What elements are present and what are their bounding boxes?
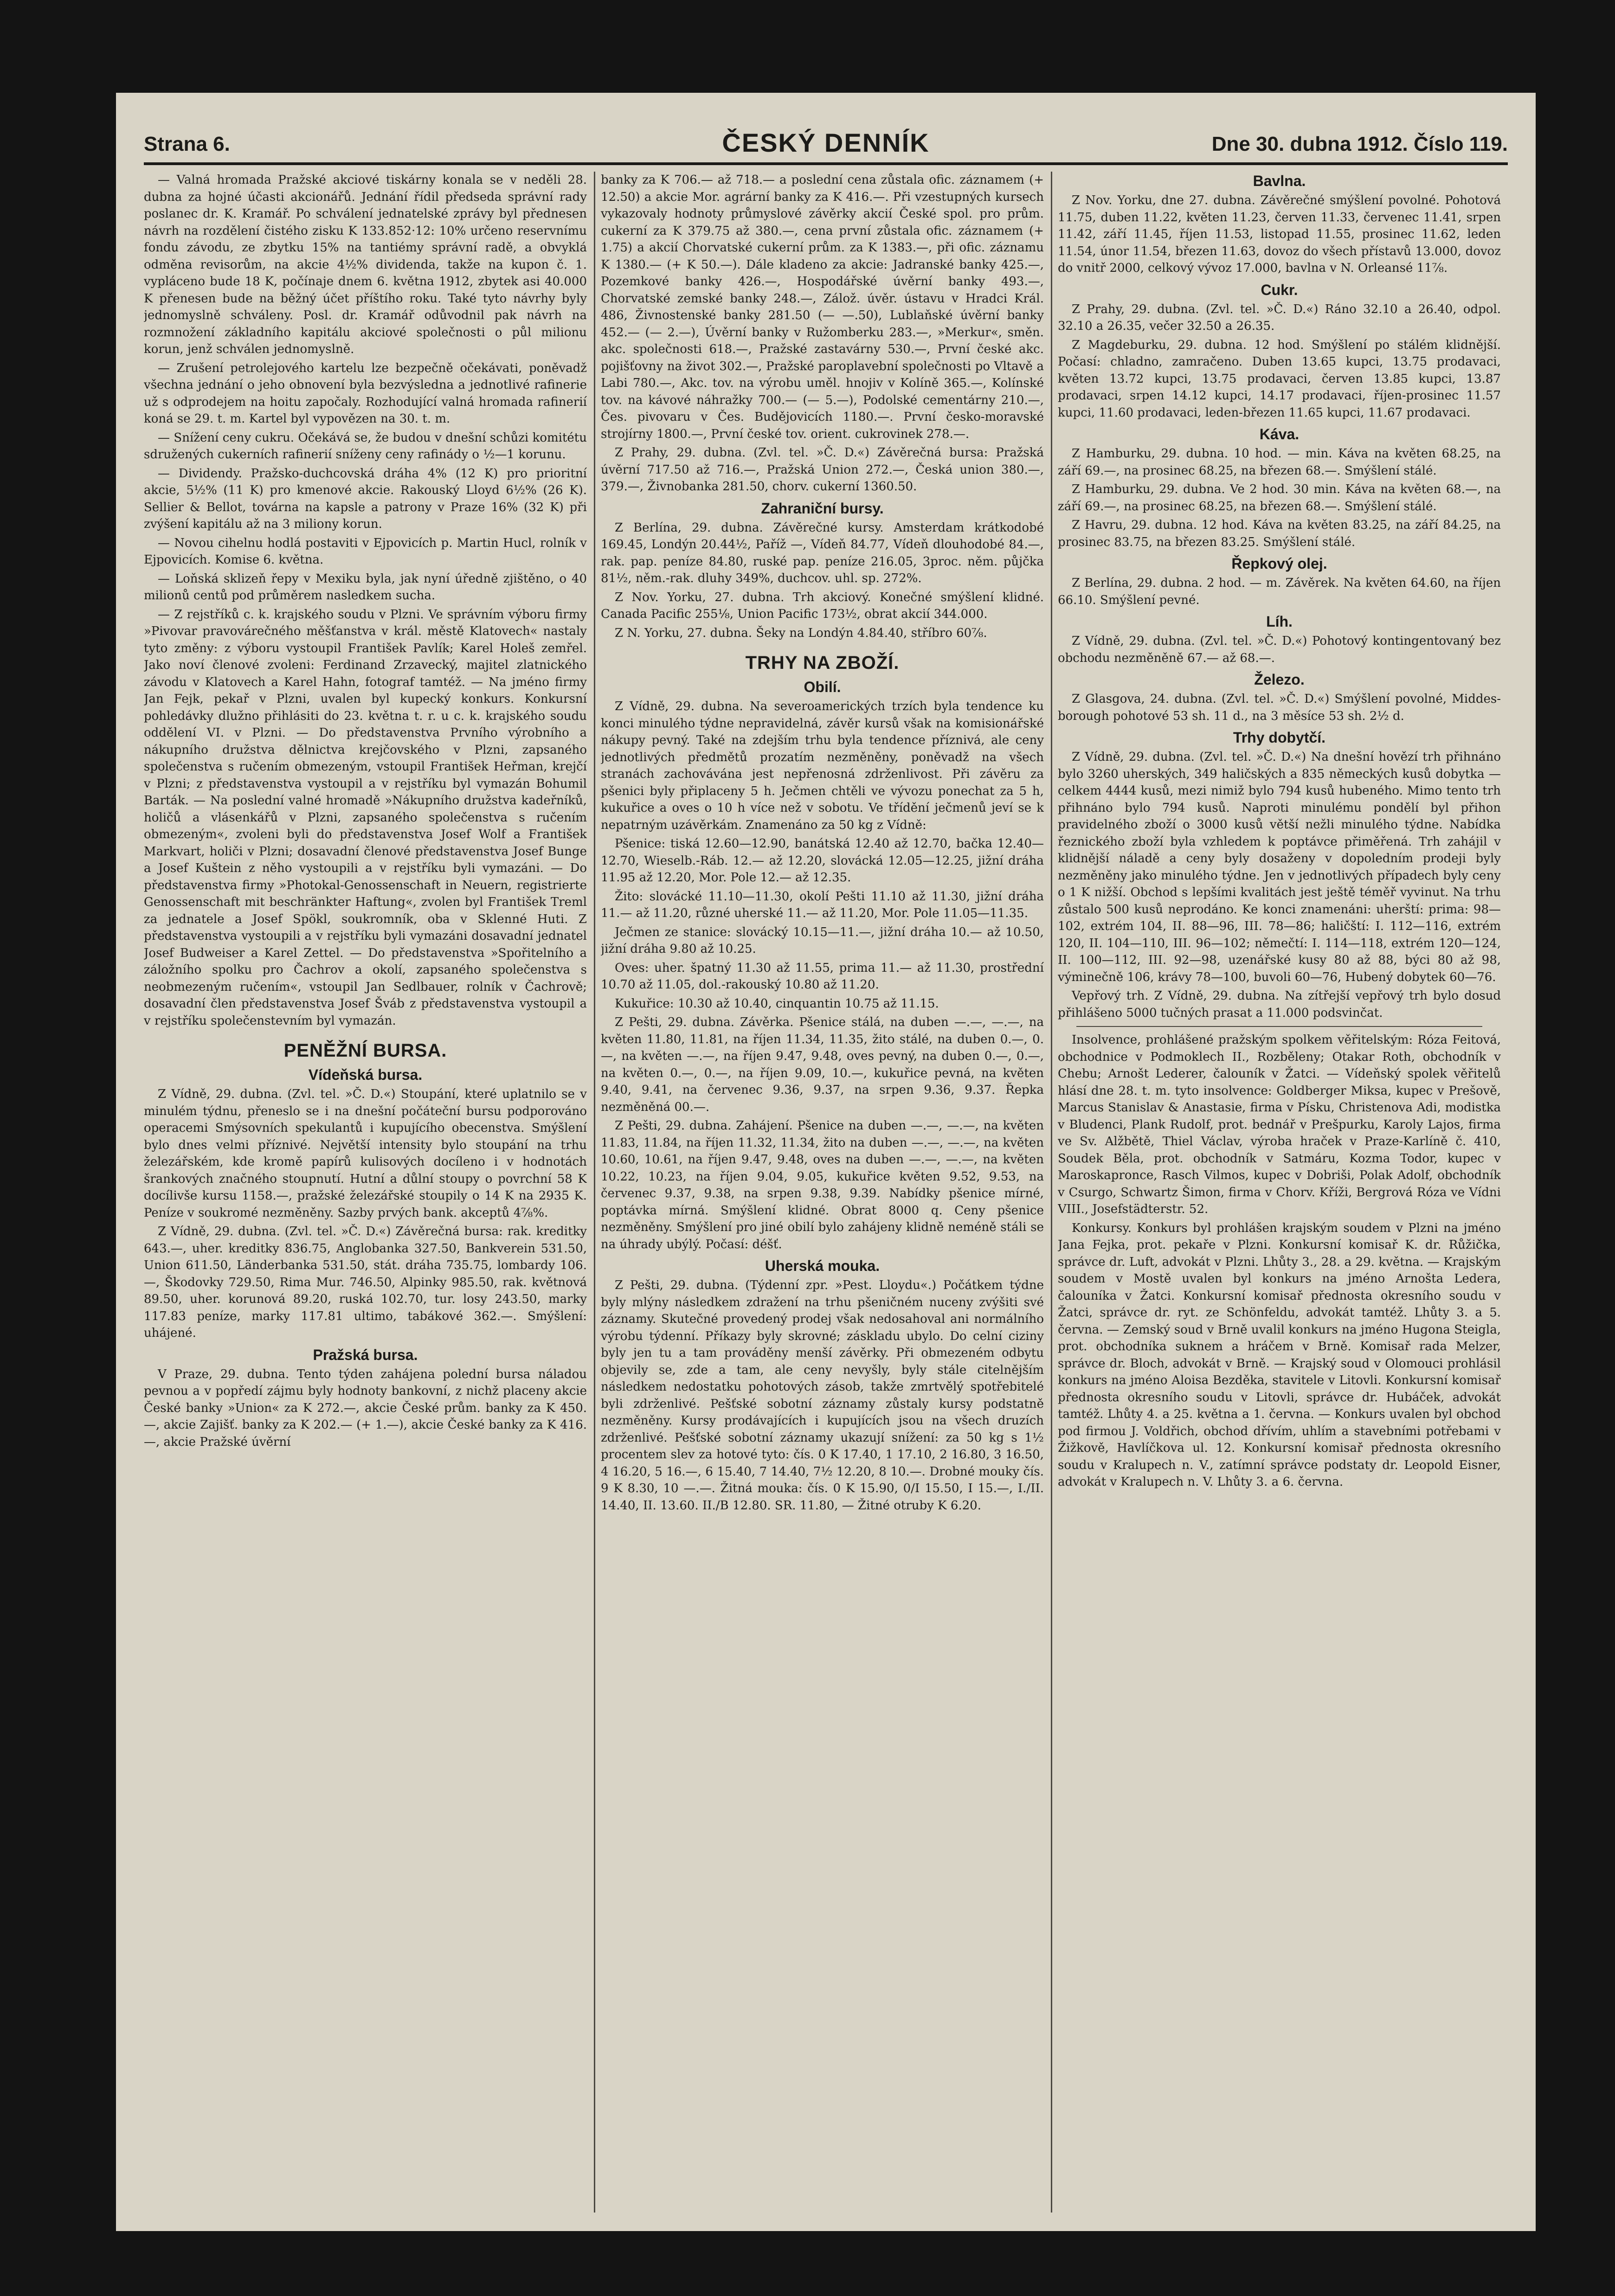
subsection-heading: Uherská mouka. (765, 1257, 880, 1274)
article-paragraph: Konkursy. Konkurs byl prohlášen krajským soudem v Plzni na jméno Jana Fejka, prot. pekaře v Plzni. Konkursní komisař K. dr. Růžička, správce dr. Luft, advokát v Plzni. Lhůty 3., 28. a 29. května. — Krajským soudem v Mostě uvalen byl konkurs na jméno Arnošta Ledera, čalouníka v Žatci. Konkursní komisař přednosta okresního soudu v Žatci, správce dr. ryt. ze Schönfeldu, advokát tamtéž. Lhůty 3. a 5. června. — Zemský soud v Brně uvalil konkurs na jméno Hugona Steigla, prot. obchodníka suknem a hráčem v Brně. Komisař rada Melzer, správce dr. Bloch, advokát v Brně. — Krajský soud v Olomouci prohlásil konkurs na jméno Aloisa Bezděka, stavitele v Litovli. Konkursní komisař přednosta okresního soudu v Litovli, správce dr. Hubáček, advokát tamtéž. Lhůty 4. a 25. května a 1. června. — Konkurs uvalen byl obchod pod firmou J. Voldřich, obchod dřívím, uhlím a stavebními potřebami v Žižkově, Havlíčkova ul. 12. Konkursní komisař přednosta okresního soudu v Kralupech n. V., zatímní správce podstaty dr. Leopold Eisner, advokát v Kralupech n. V. Lhůty 3. a 6. června. (1058, 1221, 1501, 1489)
article-paragraph: Z Hamburku, 29. dubna. Ve 2 hod. 30 min. Káva na květen 68.—, na září 69.—, na prosinec 68.25, na březen 68.—. Smýšlení stálé. (1058, 482, 1501, 513)
page-number: Strana 6. (144, 133, 230, 155)
subsection-heading: Cukr. (1261, 281, 1298, 298)
section-heading: PENĚŽNÍ BURSA. (283, 1040, 447, 1061)
article-paragraph: — Snížení ceny cukru. Očekává se, že budou v dnešní schůzi komitétu sdružených cukerních rafinerií sníženy ceny rafinády o ½—1 korunu. (144, 430, 587, 462)
column-1 (144, 172, 587, 2213)
article-paragraph: Z Vídně, 29. dubna. (Zvl. tel. »Č. D.«) Závěrečná bursa: rak. kreditky 643.—, uher. kreditky 836.75, Anglobanka 327.50, Bankverein 531.50, Union 611.50, Länderbanka 531.50, stát. dráha 735.75, lombardy 106.—, Škodovky 729.50, Rima Mur. 746.50, Alpinky 985.50, rak. květnová 89.50, uher. korunová 89.20, ruská 102.70, tur. losy 243.50, marky 117.83 peníze, marky 117.81 ultimo, tabákové 362.—. Smýšlení: uhájené. (144, 1225, 587, 1340)
article-paragraph: — Loňská sklizeň řepy v Mexiku byla, jak nyní úředně zjištěno, o 40 milionů centů pod průměrem nasledkem sucha. (144, 571, 587, 603)
subsection-heading: Železo. (1254, 671, 1305, 688)
article-paragraph: Z Hamburku, 29. dubna. 10 hod. — min. Káva na květen 68.25, na září 69.—, na prosinec 68.25, na březen 68.—. Smýšlení stálé. (1058, 447, 1501, 478)
column-divider (1051, 172, 1052, 2213)
issue-date-number: Dne 30. dubna 1912. Číslo 119. (1211, 133, 1508, 155)
newspaper-page (116, 93, 1536, 2231)
subsection-heading: Zahraniční bursy. (761, 500, 884, 517)
article-paragraph: — Valná hromada Pražské akciové tiskárny konala se v neděli 28. dubna za hojné účasti akcionářů. Jednání řídil předseda správní rady poslanec dr. K. Kramář. Po schválení jednatelské zprávy byl přednesen návrh na rozdělení čistého zisku K 133.852·12: 10% určeno reservnímu fondu závodu, ze zbytku 15% na tantiémy správní radě, a obvyklá odměna revisorům, na akcie 4½% dividenda, takže na kupon č. 1. vypláceno bude 18 K, počínaje dnem 6. května 1912, zbytek asi 40.000 K přenesen bude na běžný účet příštího roku. Také tyto návrhy byly jednomyslně schváleny. Posl. dr. Kramář odůvodnil pak návrh na rozmnožení základního kapitálu akciové společnosti o půl milionu korun, jenž schválen jednomyslně. (144, 173, 587, 356)
article-paragraph: Z Prahy, 29. dubna. (Zvl. tel. »Č. D.«) Závěrečná bursa: Pražská úvěrní 717.50 až 716.—, Pražská Union 272.—, Česká union 380.—, 379.—, Živnobanka 281.50, chorv. cukerní 1360.50. (601, 446, 1044, 494)
article-paragraph: — Zrušení petrolejového kartelu lze bezpečně očekávati, poněvadž všechna jednání o jeho obnovení byla bezvýsledna a jednotlivé rafinerie už s odprodejem na hoitu započaly. Rozhodující valná hromada rafinerií koná se 29. t. m. Kartel byl vypovězen na 30. t. m. (144, 361, 587, 426)
article-paragraph: Z Vídně, 29. dubna. (Zvl. tel. »Č. D.«) Stoupání, které uplatnilo se v minulém týdnu, přeneslo se i na dnešní počáteční bursu podporováno operacemi Smýsovních spekulantů i kupujícího obecenstva. Smýšlení bylo dnes velmi příznivé. Největší intensity bylo stoupání na trhu železářském, kde kromě papírů kulisových docíleno i v hodnotách šrankových značného stoupnutí. Hutní a důlní stoupy o povrchní 58 K docílivše kursu 1158.—, pražské železářské stoupily o 14 K na 2935 K. Peníze v soukromé nezměněny. Sazby prvých bank. akceptů 4⅞%. (144, 1087, 587, 1220)
article-paragraph: Z Magdeburku, 29. dubna. 12 hod. Smýšlení po stálém klidnější. Počasí: chladno, zamračeno. Duben 13.65 kupci, 13.75 prodavaci, květen 13.72 kupci, 13.75 prodavaci, červen 13.85 kupci, 13.87 prodavaci, srpen 14.12 kupci, 14.17 prodavaci, říjen-prosinec 11.57 kupci, 11.60 prodavaci, leden-březen 11.65 kupci, 11.67 prodavaci. (1058, 338, 1501, 420)
column-2 (601, 172, 1044, 2213)
subsection-heading: Pražská bursa. (313, 1346, 418, 1363)
article-paragraph: Z Havru, 29. dubna. 12 hod. Káva na květen 83.25, na září 84.25, na prosinec 83.75, na březen 83.25. Smýšlení stálé. (1058, 518, 1501, 549)
subsection-heading: Bavlna. (1253, 173, 1306, 189)
article-columns (144, 172, 1508, 2213)
column-divider (594, 172, 595, 2213)
article-paragraph: — Novou cihelnu hodlá postaviti v Ejpovicích p. Martin Hucl, rolník v Ejpovicích. Komise 6. května. (144, 536, 587, 567)
subsection-heading: Trhy dobytčí. (1233, 729, 1326, 746)
article-paragraph: Vepřový trh. Z Vídně, 29. dubna. Na zítřejší vepřový trh bylo dosud přihlášeno 5000 tučných prasat a 11.000 podsvinčat. (1058, 989, 1501, 1020)
article-paragraph: Z Vídně, 29. dubna. (Zvl. tel. »Č. D.«) Pohotový kontingentovaný bez obchodu nezměněně 67.— až 68.—. (1058, 634, 1501, 665)
article-paragraph: Z Vídně, 29. dubna. (Zvl. tel. »Č. D.«) Na dnešní hovězí trh přihnáno bylo 3260 uherských, 349 haličských a 835 německých kusů dobytka — celkem 4444 kusů, mezi nimiž bylo 794 kusů hubeného. Mimo tento trh přihnáno bylo 794 kusů. Naproti minulému pondělí byl přihon pravidelného zboží o 3000 kusů větší nežli minulého týdne. Nabídka řeznického zboží byla vzhledem k poptávce přiměřená. Trh zahájil v klidnější náladě a ceny byly dosaženy v dopoledním prodeji byly nezměněny jako minulého týdne. Jen v jednotlivých případech byly ceny o 1 K nižší. Obchod s lepšími kvalitách jest ještě téměř vyvinut. Na trhu zůstalo 500 kusů neprodáno. Ke konci znamenáni: uherští: prima: 98—102, extrém 104, II. 88—96, III. 78—86; haličští: I. 112—116, extrém 120, II. 104—110, III. 96—102; němečtí: I. 114—118, extrém 120—124, II. 100—112, III. 92—98, uzenářské kusy 80 až 88, býci 80 až 98, výminečně 106, krávy 78—100, buvoli 60—76, Hubený dobytek 60—76. (1058, 750, 1501, 984)
article-paragraph: Ječmen ze stanice: slovácký 10.15—11.—, jižní dráha 10.— až 10.50, jižní dráha 9.80 až 10.25. (601, 925, 1044, 956)
subsection-heading: Káva. (1259, 426, 1300, 443)
section-heading: TRHY NA ZBOŽÍ. (745, 653, 900, 673)
section-separator (1076, 1026, 1482, 1027)
article-paragraph: Z Nov. Yorku, 27. dubna. Trh akciový. Konečné smýšlení klidné. Canada Pacific 255⅛, Union Pacific 173½, obrat akcií 344.000. (601, 590, 1044, 621)
article-paragraph: — Dividendy. Pražsko-duchcovská dráha 4% (12 K) pro prioritní akcie, 5½% (11 K) pro kmenové akcie. Rakouský Lloyd 6½% (26 K). Sellier & Bellot, továrna na kapsle a patrony v Praze 16% (32 K) při zvýšení kapitálu až na 3 miliony korun. (144, 466, 587, 531)
article-paragraph: Z Pešti, 29. dubna. Závěrka. Pšenice stálá, na duben —.—, —.—, na květen 11.80, 11.81, na říjen 11.34, 11.35, žito stálé, na duben 0.—, 0.—, na květen —.—, na říjen 9.47, 9.48, oves pevný, na duben 0.—, 0.—, na květen 0.—, 0.—, na říjen 9.09, 10.—, kukuřice pevná, na květen 9.40, 9.41, na červenec 9.36, 9.37, na srpen 9.36, 9.37. Řepka nezměněná 00.—. (601, 1015, 1044, 1114)
article-paragraph: Pšenice: tiská 12.60—12.90, banátská 12.40 až 12.70, bačka 12.40—12.70, Wieselb.-Ráb. 12.— až 12.20, slovácká 12.05—12.25, jižní dráha 11.95 až 12.20, Mor. Pole 12.— až 12.35. (601, 837, 1044, 885)
article-paragraph: Z Berlína, 29. dubna. 2 hod. — m. Závěrek. Na květen 64.60, na říjen 66.10. Smýšlení pevné. (1058, 576, 1501, 607)
article-paragraph: Z Berlína, 29. dubna. Závěrečné kursy. Amsterdam krátkodobé 169.45, Londýn 20.44½, Paříž —, Vídeň 84.77, Vídeň dlouhodobé 84.—, rak. pap. peníze 84.80, ruské pap. peníze 216.05, 3proc. něm. půjčka 81½, něm.-rak. dluhy 349%, duchcov. uhl. sp. 272%. (601, 520, 1044, 585)
article-paragraph: V Praze, 29. dubna. Tento týden zahájena polední bursa náladou pevnou a v popředí zájmu byly hodnoty bankovní, z nichž placeny akcie České banky »Union« za K 272.—, akcie České prům. banky za K 450.—, akcie Zajišť. banky za K 202.— (+ 1.—), akcie České banky za K 416.—, akcie Pražské úvěrní (144, 1367, 587, 1449)
article-paragraph: Insolvence, prohlášené pražským spolkem věřitelským: Róza Feitová, obchodnice v Podmoklech II., Rozběleny; Otakar Roth, obchodník v Chebu; Arnošt Lederer, čalouník v Žatci. — Vídeňský spolek věřitelů hlásí dne 28. t. m. tyto insolvence: Goldberger Miksa, kupec v Prešově, Marcus Stanislav & Anastasie, firma v Písku, Christenova Adi, modistka v Bludenci, Plank Rudolf, prot. bednář v Prešpurku, Karoly Lajos, firma ve Sv. Alžbětě, Thiel Václav, výroba hraček v Praze-Karlíně č. 410, Soudek Běla, prot. obchodník v Satmáru, Kozma Todor, kupec v Maroskapronce, Rasch Vilmos, kupec v Dobriši, Polak Adolf, obchodník v Csurgo, Schwartz Šimon, firma v Chorv. Kříži, Bergrová Róza ve Vídni VIII., Josefstädterstr. 52. (1058, 1033, 1501, 1216)
article-paragraph: Z Nov. Yorku, dne 27. dubna. Závěrečné smýšlení povolné. Pohotová 11.75, duben 11.22, květen 11.23, červen 11.33, červenec 11.41, srpen 11.42, září 11.45, říjen 11.53, listopad 11.55, prosinec 11.62, leden 11.54, únor 11.54, březen 11.63, dovoz do všech přístavů 13.000, dovoz do vnitř 2000, celkový vývoz 17.000, bavlna v N. Orleansé 11⅞. (1058, 193, 1501, 275)
article-paragraph: — Z rejstříků c. k. krajského soudu v Plzni. Ve správním výboru firmy »Pivovar pravovárečného měšťanstva v král. městě Klatovech« nastaly tyto změny: z výboru vystoupil František Pavlík; Karel Holeš zemřel. Jako noví členové zvoleni: Ferdinand Zrzavecký, majitel zlatnického závodu v Klatovech a Karel Hahn, fotograf tamtéž. — Na jméno firmy Jan Fejk, pekař v Plzni, uvalen byl kupecký konkurs. Konkursní pohledávky dlužno přihlásiti do 23. května t. r. u c. k. krajského soudu oddělení VI. v Plzni. — Do představenstva Prvního výrobního a nákupního družstva dělnictva krejčovského v Plzni, zapsaného společenstva s ručením obmezeným, vstoupil František Heřman, krejčí v Plzni; z představenstva vystoupil a v rejstříku byl vymazán Bohumil Barták. — Na poslední valné hromadě »Nákupního družstva kadeřníků, holičů a vlásenkářů v Plzni, zapsaného společenstva s ručením obmezeným«, zvoleni byli do představenstva Josef Wolf a František Markvart, holiči v Plzni; dosavadní členové představenstva Josef Bunge a Josef Kuštein z něho vystoupili a v rejstříku byli vymazáni. — Do představenstva firmy »Photokal-Genossenschaft in Neuern, registrierte Genossenschaft mit beschränkter Haftung«, zvolen byl František Treml za jednatele a Josef Spökl, soukromník, oba v Sklenné Huti. Z představenstva vystoupili a v rejstříku byli vymazáni dosavadní jednatel Josef Budweiser a Karel Zettel. — Do představenstva »Spořitelního a záložního spolku pro Čachrov a okolí, zapsaného společenstva s neobmezeným ručením«, vstoupil Jan Sedlbauer, rolník v Čachrově; dosavadní člen představenstva Josef Šváb z představenstva vystoupil a v rejstříku společenstevním byl vymazán. (144, 607, 587, 1028)
subsection-heading: Líh. (1266, 613, 1293, 630)
article-paragraph: Z Pešti, 29. dubna. Zahájení. Pšenice na duben —.—, —.—, na květen 11.83, 11.84, na říjen 11.32, 11.34, žito na duben —.—, —.—, na květen 10.60, 10.61, na říjen 9.47, 9.48, oves na duben —.—, —.—, na květen 10.22, 10.23, na říjen 9.04, 9.05, kukuřice květen 9.52, 9.53, na červenec 9.37, 9.38, na srpen 9.38, 9.39. Nabídky pšenice mírné, poptávka mírná. Smýšlení klidné. Obrat 8000 q. Ceny pšenice nezměněny. Smýšlení pro jiné obilí bylo zahájeny klidně neméně stáli se na úhrady ubýlý. Počasí: déšť. (601, 1119, 1044, 1251)
subsection-heading: Řepkový olej. (1231, 555, 1327, 572)
article-paragraph: Z Prahy, 29. dubna. (Zvl. tel. »Č. D.«) Ráno 32.10 a 26.40, odpol. 32.10 a 26.35, večer 32.50 a 26.35. (1058, 302, 1501, 333)
article-paragraph: banky za K 706.— až 718.— a poslední cena zůstala ofic. záznamem (+ 12.50) a akcie Mor. agrární banky za K 416.—. Při vzestupných kursech vykazovaly hodnoty průmyslové závěrky akcií České spol. pro prům. cukerní za K 379.75 až 380.—, cena první zůstala ofic. záznamem (+ 1.75) a akcií Chorvatské cukerní prům. za K 1383.—, při ofic. záznamu K 1380.— (+ K 50.—). Dále kladeno za akcie: Jadranské banky 425.—, Pozemkové banky 426.—, Hospodářské úvěrní banky 493.—, Chorvatské zemské banky 248.—, Zálož. úvěr. ústavu v Hradci Král. 486, Živnostenské banky 281.50 (— —.50), Lublaňské úvěrní banky 452.— (— 2.—), Úvěrní banky v Ružomberku 283.—, »Merkur«, směn. akc. společnosti 618.—, Pražské zastavárny 530.—, První české akc. pojišťovny na život 302.—, Pražské paroplavební společnosti po Vltavě a Labi 780.—, Akc. tov. na výrobu uměl. hnojiv v Kolíně 365.—, Kolínské tov. na kávové náhražky 700.— (— 5.—), Podolské cementárny 210.—, Čes. pivovaru v Čes. Budějovicích 1180.—. První česko-moravské strojírny 1800.—, První české tov. orient. cukrovinek 278.—. (601, 173, 1044, 441)
subsection-heading: Obilí. (804, 679, 841, 695)
subsection-heading: Vídeňská bursa. (308, 1066, 423, 1083)
article-paragraph: Z Vídně, 29. dubna. Na severoamerických trzích byla tendence ku konci minulého týdne nepravidelná, závěr kursů však na komisionářské nákupy pevný. Také na zdejším trhu byla tendence příznivá, ale ceny jednotlivých předmětů prozatím nezměněny, poněvadž na všech stranách zachovávána jest nepřenosná zdrženlivost. Při závěru za pšenici byly připlaceny 5 h. Ječmen chtěli ve vývozu ponechat za 5 h, kukuřice a oves o 10 h více než v sobotu. Ve třídění ječmenů jeví se k nepatrným uzávěrkám. Znamenáno za 50 kg z Vídně: (601, 699, 1044, 832)
article-paragraph: Z N. Yorku, 27. dubna. Šeky na Londýn 4.84.40, stříbro 60⅞. (615, 626, 987, 640)
article-paragraph: Žito: slovácké 11.10—11.30, okolí Pešti 11.10 až 11.30, jižní dráha 11.— až 11.20, různé uherské 11.— až 11.20, Mor. Pole 11.05—11.35. (601, 889, 1044, 920)
article-paragraph: Kukuřice: 10.30 až 10.40, cinquantin 10.75 až 11.15. (615, 996, 939, 1011)
page-header (144, 111, 1508, 165)
article-paragraph: Z Pešti, 29. dubna. (Týdenní zpr. »Pest. Lloydu«.) Počátkem týdne byly mlýny následkem zdražení na trhu pšeničném nuceny zvýšiti své záznamy. Skutečné provedený prodej však nedosahoval ani normálního výrobu týdenní. Příkazy byly skrovné; záskladu ubylo. Do celní ciziny byly jen tu a tam prováděny menší závěrky. Při obmezeném odbytu objevily se, zde a tam, ale ceny nevyšly, byly stále citelnějším následkem nedostatku pohotových zásob, takže zmrtvělý spotřebitelé byli zdrženlivé. Pešťské sobotní záznamy zůstaly kursy podstatně nezměněny. Kursy prodávajících i kupujících jsou na všech druzích zdrženlivé. Pešťské sobotní záznamy ukazují snížení: za 50 kg s 1½ procentem slev za hotové tyto: čís. 0 K 17.40, 1 17.10, 2 16.80, 3 16.50, 4 16.20, 5 16.—, 6 15.40, 7 14.40, 7½ 12.20, 8 10.—. Drobné mouky čís. 9 K 8.30, 10 —.—. Žitná mouka: čís. 0 K 15.90, 0/I 15.50, I 15.—, I./II. 14.40, II. 13.60. II./B 12.80. SR. 11.80, — Žitné otruby K 6.20. (601, 1278, 1044, 1513)
column-3 (1058, 172, 1501, 2213)
article-paragraph: Z Glasgova, 24. dubna. (Zvl. tel. »Č. D.«) Smýšlení povolné, Middes-borough pohotové 53 sh. 11 d., na 3 měsíce 53 sh. 2½ d. (1058, 692, 1501, 723)
newspaper-title: ČESKÝ DENNÍK (722, 128, 930, 157)
article-paragraph: Oves: uher. špatný 11.30 až 11.55, prima 11.— až 11.30, prostřední 10.70 až 11.05, dol.-rakouský 10.80 až 11.20. (601, 961, 1044, 992)
